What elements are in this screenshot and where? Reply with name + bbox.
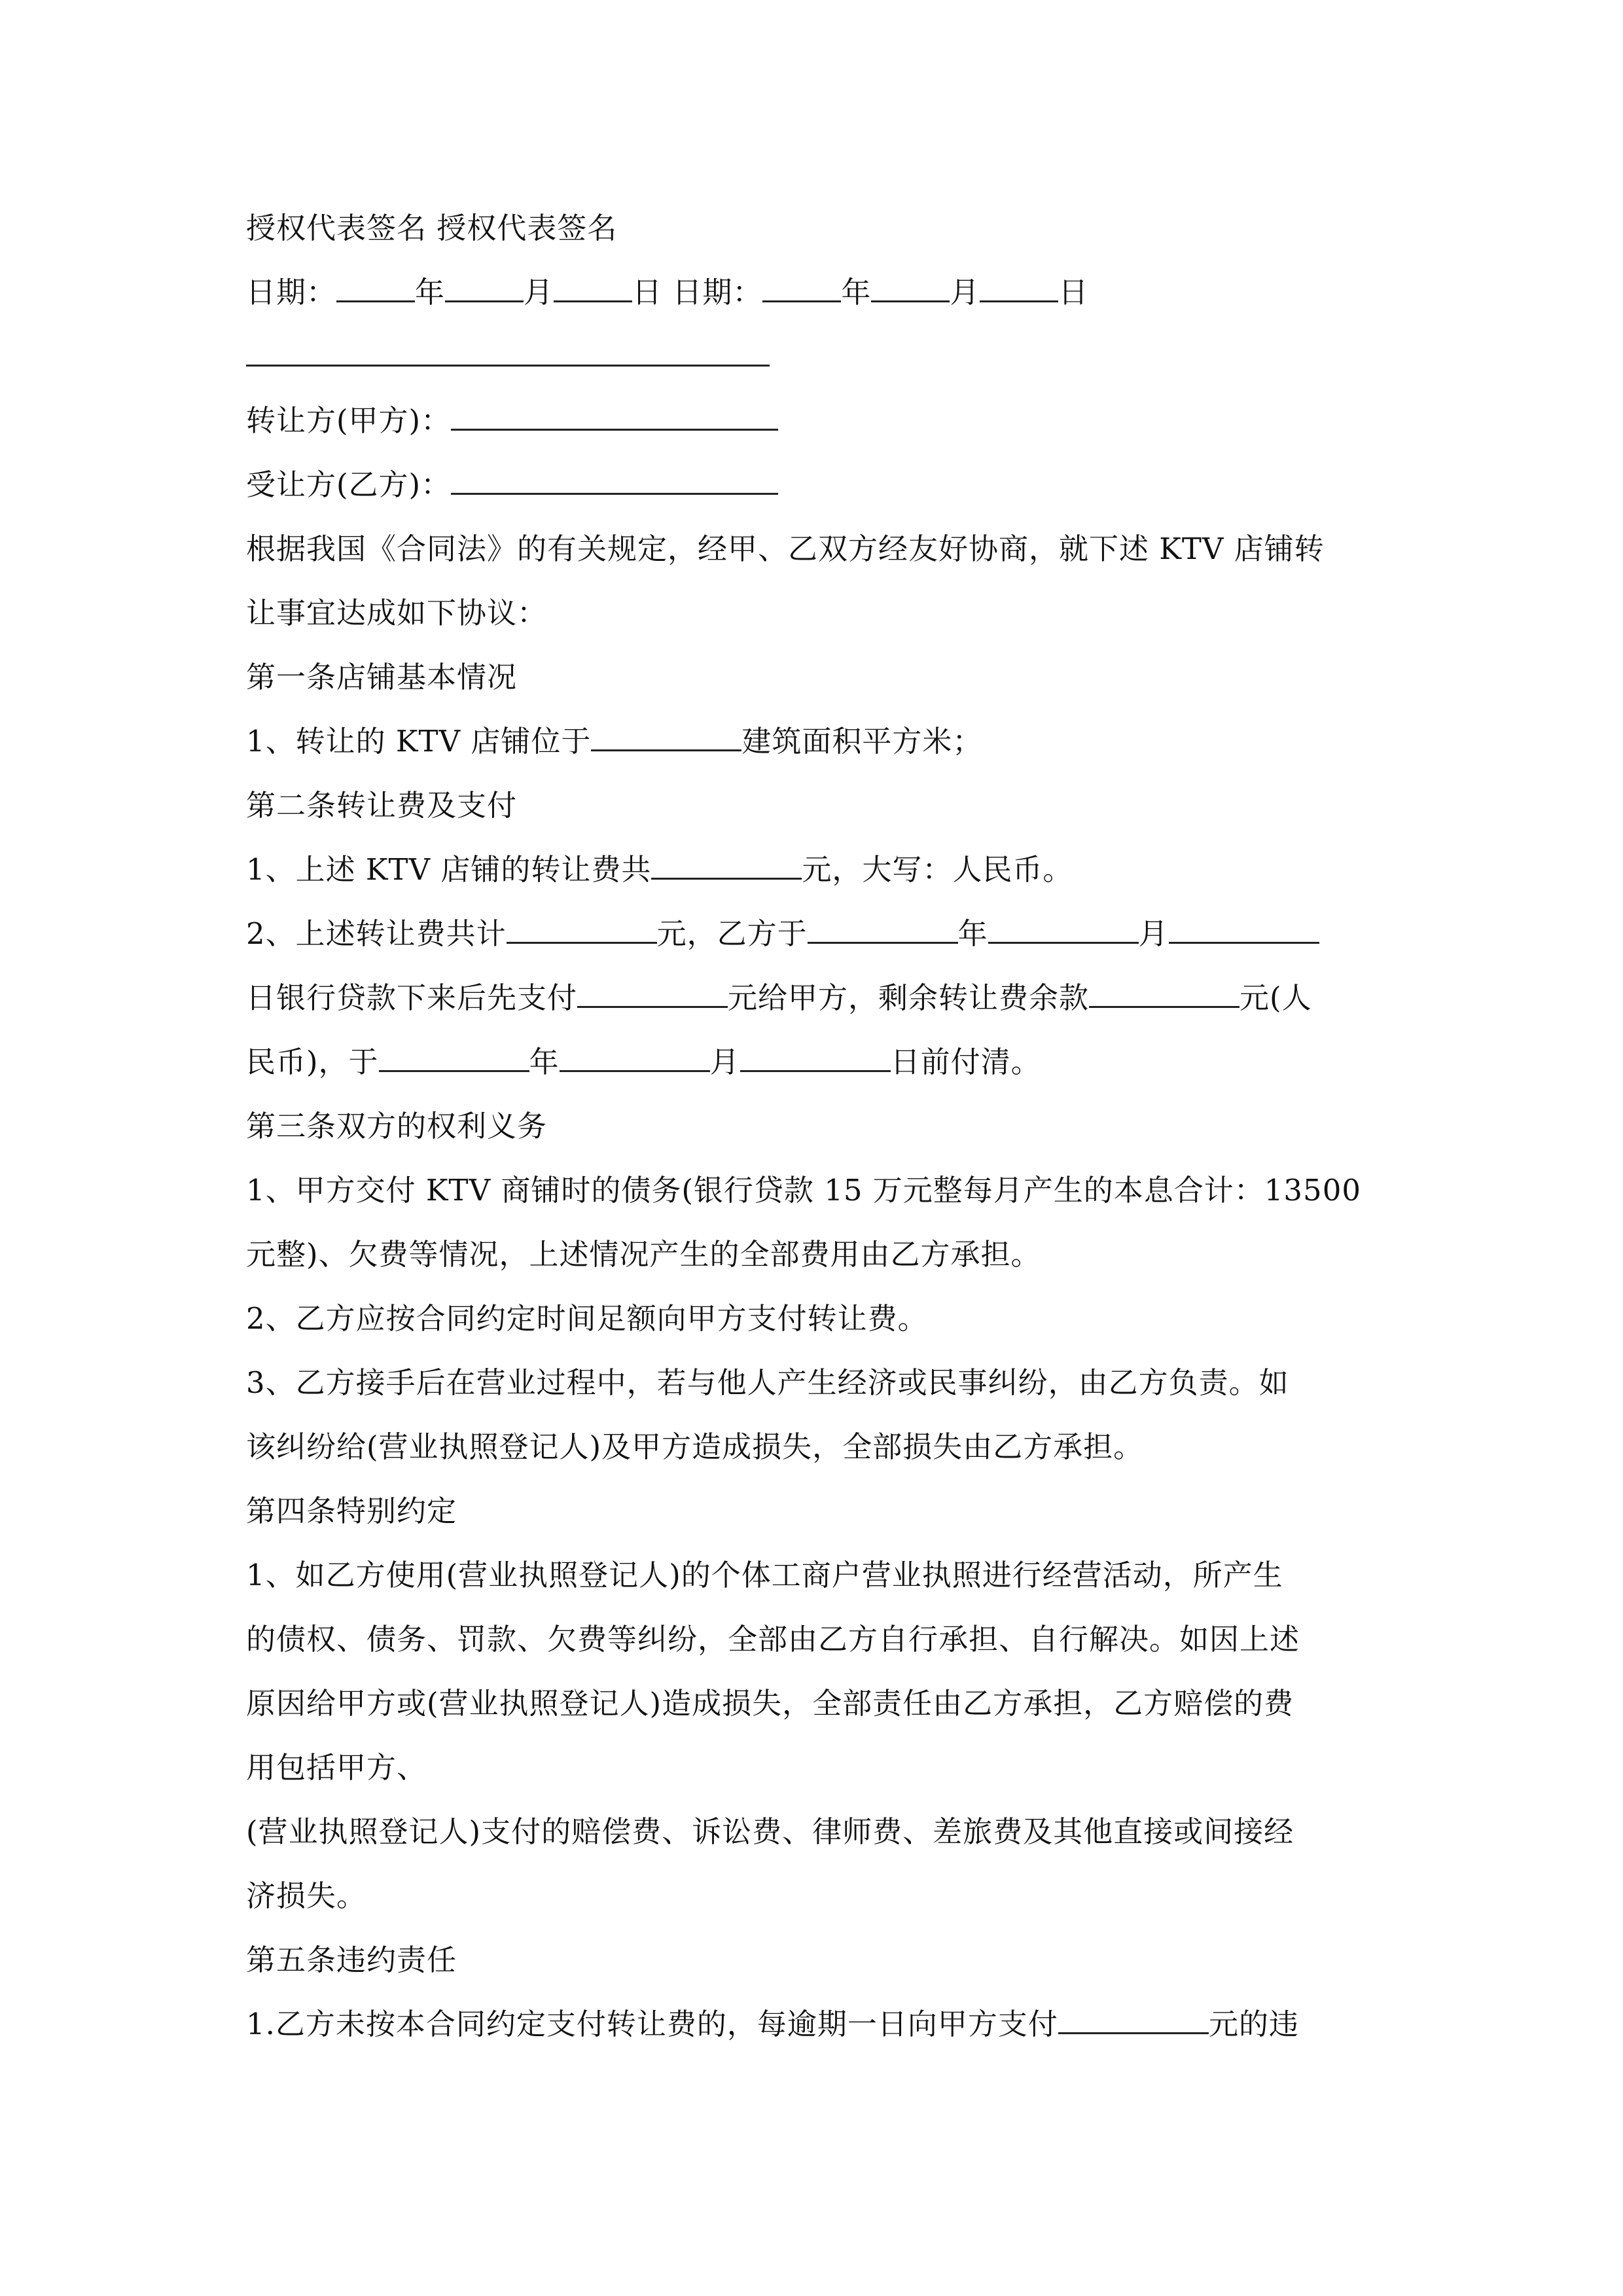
article-3-item-2-text: 2、乙方应按合同约定时间足额向甲方支付转让费。 bbox=[246, 1301, 928, 1336]
article-3-title bbox=[246, 1094, 1378, 1158]
article-3-item-1-text-2: 元整)、欠费等情况，上述情况产生的全部费用由乙方承担。 bbox=[246, 1237, 1041, 1272]
article-1-title bbox=[246, 645, 1378, 709]
article-4-title bbox=[246, 1479, 1378, 1543]
section-divider bbox=[246, 337, 770, 367]
article-2-item-2-text-i: 年 bbox=[529, 1045, 560, 1079]
article-2-item-2-text-b: 元，乙方于 bbox=[656, 916, 808, 951]
date-line bbox=[246, 260, 1378, 325]
article-5-item-1-text-b: 元的违 bbox=[1208, 2007, 1299, 2041]
month-blank-1[interactable] bbox=[445, 266, 524, 302]
month-label-2: 月 bbox=[950, 275, 980, 310]
article-3-item-3-text-1: 3、乙方接手后在营业过程中，若与他人产生经济或民事纠纷，由乙方负责。如 bbox=[246, 1365, 1289, 1400]
loan-year-blank[interactable] bbox=[808, 908, 958, 944]
article-4-item-1-line-6 bbox=[246, 1864, 1378, 1928]
article-4-item-1-line-3 bbox=[246, 1672, 1378, 1736]
article-2-item-1-text-b: 元，大写：人民币。 bbox=[802, 852, 1073, 887]
article-2-item-2-text-h: 民币)，于 bbox=[246, 1045, 379, 1079]
article-2-item-2-text-d: 月 bbox=[1138, 916, 1169, 951]
article-4-item-1-text-5: (营业执照登记人)支付的赔偿费、诉讼费、律师费、差旅费及其他直接或间接经 bbox=[246, 1814, 1294, 1849]
pay-off-year-blank[interactable] bbox=[379, 1036, 529, 1072]
article-2-item-2-text-g: 元(人 bbox=[1240, 980, 1312, 1015]
article-2-item-2-line-2 bbox=[246, 966, 1378, 1030]
intro-text-1: 根据我国《合同法》的有关规定，经甲、乙双方经友好协商，就下述 KTV 店铺转 bbox=[246, 531, 1325, 566]
signature-text: 授权代表签名 授权代表签名 bbox=[246, 211, 618, 245]
article-2-item-2-text-e: 日银行贷款下来后先支付 bbox=[246, 980, 578, 1015]
penalty-amount-blank[interactable] bbox=[1058, 1998, 1209, 2034]
article-4-heading: 第四条特别约定 bbox=[246, 1494, 457, 1528]
remaining-fee-blank[interactable] bbox=[1089, 972, 1240, 1008]
article-4-item-1-text-2: 的债权、债务、罚款、欠费等纠纷，全部由乙方自行承担、自行解决。如因上述 bbox=[246, 1622, 1300, 1657]
article-2-item-2-text-k: 日前付清。 bbox=[890, 1045, 1041, 1079]
article-2-item-2-line-3 bbox=[246, 1030, 1378, 1094]
article-2-title bbox=[246, 774, 1378, 838]
year-blank-1[interactable] bbox=[336, 266, 415, 302]
article-4-item-1-text-6: 济损失。 bbox=[246, 1878, 367, 1913]
year-blank-2[interactable] bbox=[762, 266, 841, 302]
article-1-item-1-text-a: 1、转让的 KTV 店铺位于 bbox=[246, 724, 592, 759]
article-5-item-1-text-a: 1.乙方未按本合同约定支付转让费的，每逾期一日向甲方支付 bbox=[246, 2007, 1058, 2041]
day-blank-2[interactable] bbox=[980, 266, 1058, 302]
article-4-item-1-line-2 bbox=[246, 1607, 1378, 1672]
month-blank-2[interactable] bbox=[871, 266, 950, 302]
day-label-2: 日 bbox=[1058, 275, 1089, 310]
article-3-item-1-line-2 bbox=[246, 1223, 1378, 1287]
article-5-heading: 第五条违约责任 bbox=[246, 1943, 457, 1977]
intro-text-2: 让事宜达成如下协议： bbox=[246, 596, 548, 630]
article-1-item-1 bbox=[246, 709, 1378, 774]
intro-line-1 bbox=[246, 517, 1378, 581]
article-2-item-2-text-a: 2、上述转让费共计 bbox=[246, 916, 507, 951]
transferee-blank[interactable] bbox=[451, 459, 778, 495]
pay-off-month-blank[interactable] bbox=[560, 1036, 710, 1072]
date-label-2: 日期： bbox=[672, 275, 763, 310]
article-3-item-3-text-2: 该纠纷给(营业执照登记人)及甲方造成损失，全部损失由乙方承担。 bbox=[246, 1429, 1144, 1464]
shop-location-blank[interactable] bbox=[591, 715, 741, 751]
article-3-heading: 第三条双方的权利义务 bbox=[246, 1109, 548, 1143]
month-label-1: 月 bbox=[524, 275, 554, 310]
article-4-item-1-text-4: 用包括甲方、 bbox=[246, 1750, 427, 1785]
article-3-item-1-line-1 bbox=[246, 1158, 1378, 1223]
article-3-item-1-text-1: 1、甲方交付 KTV 商铺时的债务(银行贷款 15 万元整每月产生的本息合计：13500 bbox=[246, 1173, 1361, 1208]
article-2-item-2-text-f: 元给甲方，剩余转让费余款 bbox=[728, 980, 1090, 1015]
transfer-fee-blank[interactable] bbox=[651, 844, 802, 880]
first-payment-blank[interactable] bbox=[577, 972, 728, 1008]
article-4-item-1-line-5 bbox=[246, 1800, 1378, 1864]
intro-line-2 bbox=[246, 581, 1378, 645]
transferor-blank[interactable] bbox=[451, 395, 778, 431]
year-label-1: 年 bbox=[415, 275, 446, 310]
article-3-item-3-line-1 bbox=[246, 1351, 1378, 1415]
article-2-item-2-text-c: 年 bbox=[957, 916, 988, 951]
article-2-heading: 第二条转让费及支付 bbox=[246, 788, 518, 823]
contract-body bbox=[246, 196, 1378, 2056]
transferor-line bbox=[246, 389, 1378, 453]
article-4-item-1-text-1: 1、如乙方使用(营业执照登记人)的个体工商户营业执照进行经营活动，所产生 bbox=[246, 1558, 1283, 1592]
loan-day-blank[interactable] bbox=[1169, 908, 1319, 944]
article-3-item-2 bbox=[246, 1287, 1378, 1351]
article-5-title bbox=[246, 1928, 1378, 1992]
signature-line bbox=[246, 196, 1378, 260]
section-divider-row bbox=[246, 325, 1378, 389]
year-label-2: 年 bbox=[841, 275, 872, 310]
article-4-item-1-line-4 bbox=[246, 1736, 1378, 1800]
article-3-item-3-line-2 bbox=[246, 1415, 1378, 1479]
article-4-item-1-line-1 bbox=[246, 1543, 1378, 1607]
article-1-heading: 第一条店铺基本情况 bbox=[246, 660, 518, 694]
day-blank-1[interactable] bbox=[554, 266, 632, 302]
transferee-line bbox=[246, 453, 1378, 517]
pay-off-day-blank[interactable] bbox=[740, 1036, 891, 1072]
day-label-1: 日 bbox=[632, 275, 663, 310]
loan-month-blank[interactable] bbox=[988, 908, 1139, 944]
article-2-item-2-text-j: 月 bbox=[709, 1045, 740, 1079]
article-2-item-1 bbox=[246, 838, 1378, 902]
article-1-item-1-text-b: 建筑面积平方米； bbox=[741, 724, 983, 759]
date-label-1: 日期： bbox=[246, 275, 337, 310]
transferor-label: 转让方(甲方)： bbox=[246, 403, 452, 438]
article-2-item-2-line-1 bbox=[246, 902, 1378, 966]
article-5-item-1 bbox=[246, 1992, 1378, 2056]
article-2-item-1-text-a: 1、上述 KTV 店铺的转让费共 bbox=[246, 852, 652, 887]
total-fee-blank[interactable] bbox=[507, 908, 657, 944]
article-4-item-1-text-3: 原因给甲方或(营业执照登记人)造成损失，全部责任由乙方承担，乙方赔偿的费 bbox=[246, 1686, 1294, 1721]
transferee-label: 受让方(乙方)： bbox=[246, 467, 452, 502]
